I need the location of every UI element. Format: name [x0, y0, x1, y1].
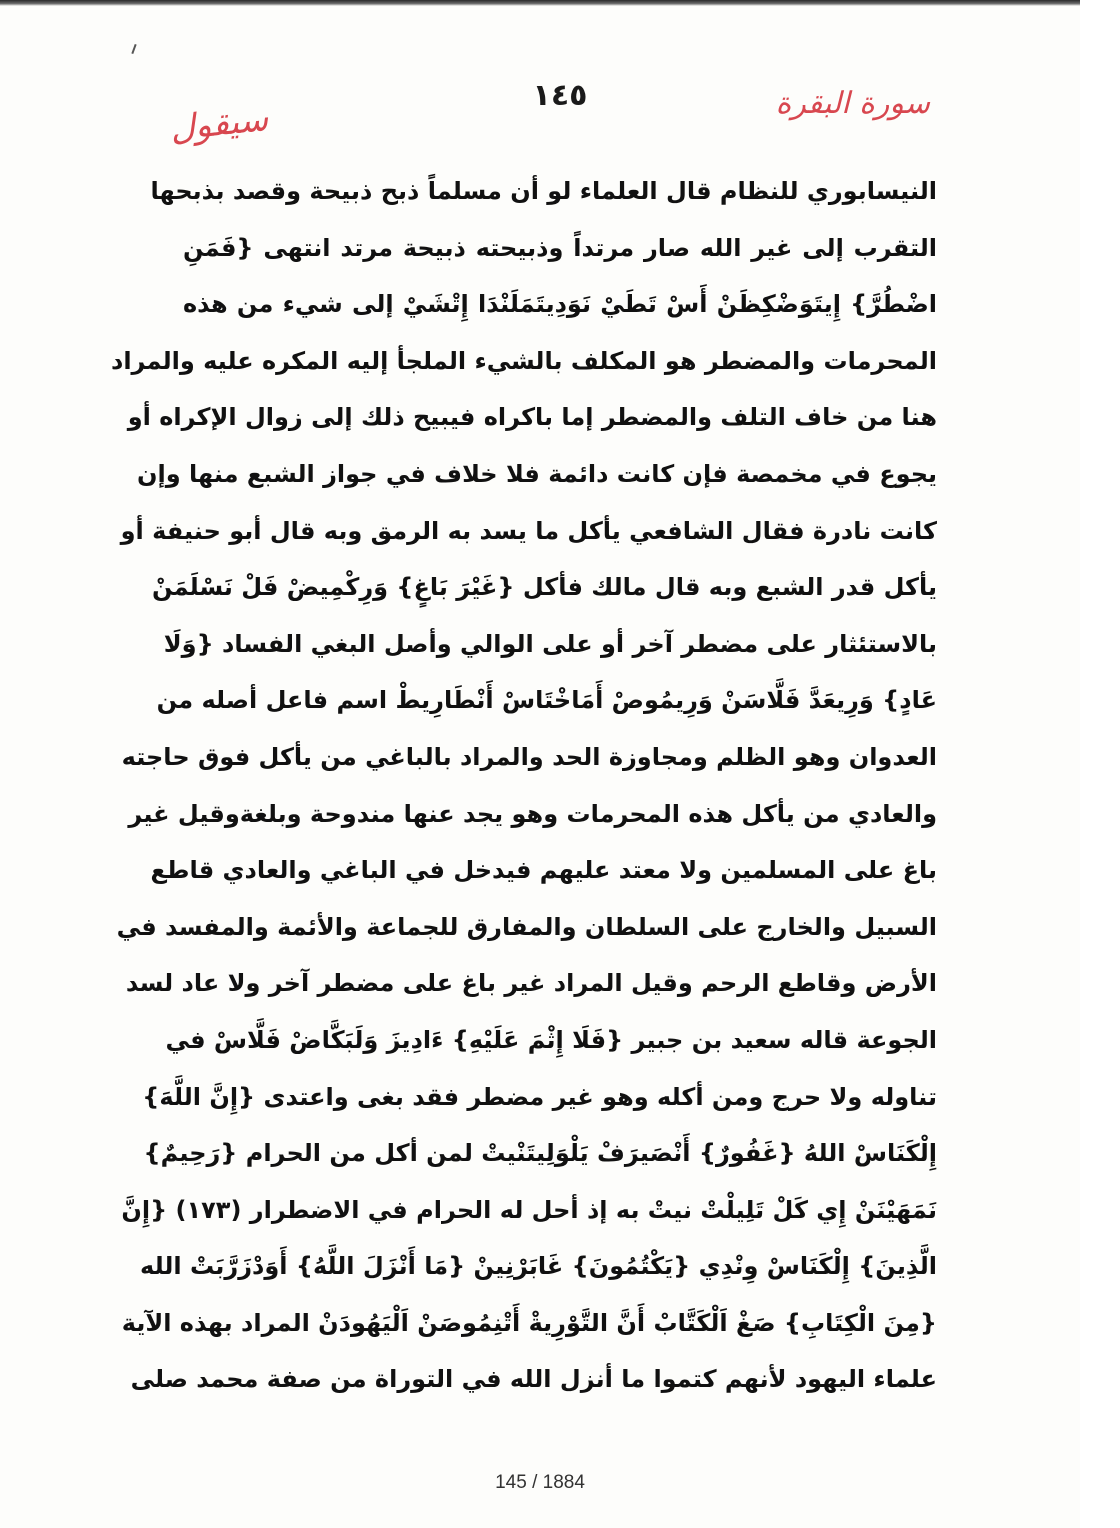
scan-top-edge: [0, 0, 1080, 6]
text-line: العدوان وهو الظلم ومجاوزة الحد والمراد بالباغي من يأكل فوق حاجته: [121, 742, 937, 771]
handwritten-part-note: سيقول: [168, 98, 271, 150]
text-line: تناوله ولا حرج ومن أكله وهو غير مضطر فقد بغى واعتدى {إِنَّ اللَّهَ}: [142, 1082, 937, 1111]
stray-ink-mark: [131, 44, 136, 54]
text-line: النيسابوري للنظام قال العلماء لو أن مسلماً ذبح ذبيحة وقصد بذبحها: [150, 177, 937, 205]
text-line: الَّذِينَ} إِلْكَنَاسْ وِنْدِي {يَكْتُمُونَ} غَابَرْنِينْ {مَا أَنْزَلَ اللَّهُ} أَوَدْزَرَّبَتْ الله: [140, 1252, 937, 1281]
text-line: عَادٍ} وَرِيعَدَّ فَلَّاسَنْ وَرِيمُوصْ أَمَاخْتَاسْ أَنْطَارِيطْ اسم فاعل أصله من: [156, 686, 937, 715]
text-line: {مِنَ الْكِتَابِ} صَغْ اَلْكَتَّابْ أَنَّ التَّوْرِيةْ أَتْنِمُوصَنْ اَلْيَهُودَنْ المراد بهذه الآية: [121, 1308, 937, 1337]
handwritten-surah-note: سورة البقرة: [775, 86, 930, 121]
text-line: نَمَهَيْنَنْ إِي كَلْ تَلِيلْتْ نيتْ به إذ أحل له الحرام في الاضطرار (١٧٣) {إِنَّ: [121, 1195, 937, 1224]
text-line: يأكل قدر الشبع وبه قال مالك فأكل {غَيْرَ بَاغٍ} وَرِكْمِيضْ فَلْ نَسْلَمَنْ: [151, 573, 937, 602]
page-number: ١٤٥: [532, 78, 588, 113]
text-line: باغ على المسلمين ولا معتد عليهم فيدخل في الباغي والعادي قاطع: [150, 856, 937, 885]
text-line: السبيل والخارج على السلطان والمفارق للجماعة والأئمة والمفسد في: [116, 912, 937, 941]
pdf-page-indicator: 145 / 1884: [495, 1472, 585, 1493]
text-line: كانت نادرة فقال الشافعي يأكل ما يسد به الرمق وبه قال أبو حنيفة أو: [120, 516, 937, 545]
text-line: بالاستئثار على مضطر آخر أو على الوالي وأصل البغي الفساد {وَلَا: [163, 629, 937, 658]
text-line: الأرض وقاطع الرحم وقيل المراد غير باغ على مضطر آخر ولا عاد لسد: [125, 969, 937, 998]
text-line: علماء اليهود لأنهم كتموا ما أنزل الله في التوراة من صفة محمد صلى: [130, 1365, 937, 1394]
text-line: المحرمات والمضطر هو المكلف بالشيء الملجأ إليه المكره عليه والمراد: [111, 346, 937, 375]
text-line: التقرب إلى غير الله صار مرتداً وذبيحته ذبيحة مرتد انتهى {فَمَنِ: [183, 233, 937, 262]
text-line: اضْطُرَّ} إِيتَوَضْكِظَنْ أَسْ تَطَيْ نَوَدِيتَمَلَنْدَا إِتْشَيْ إلى شيء من هذه: [183, 290, 937, 319]
text-line: والعادي من يأكل هذه المحرمات وهو يجد عنها مندوحة وبلغةوقيل غير: [128, 799, 937, 828]
text-line: هنا من خاف التلف والمضطر إما باكراه فيبيح ذلك إلى زوال الإكراه أو: [127, 403, 937, 432]
text-line: الجوعة قاله سعيد بن جبير {فَلَا إِثْمَ عَلَيْهِ} ءَادِيزَ وَلَبَكَّاضْ فَلَّاسْ في: [165, 1025, 937, 1054]
text-line: إِلْكَنَاسْ اللهُ {غَفُورٌ} أَنْصَيرَفْ يَلْوَلِيتَنْيتْ لمن أكل من الحرام {رَحِيمٌ}: [143, 1139, 937, 1168]
body-text: [111, 163, 937, 1408]
text-line: يجوع في مخمصة فإن كانت دائمة فلا خلاف في جواز الشبع منها وإن: [137, 459, 937, 488]
